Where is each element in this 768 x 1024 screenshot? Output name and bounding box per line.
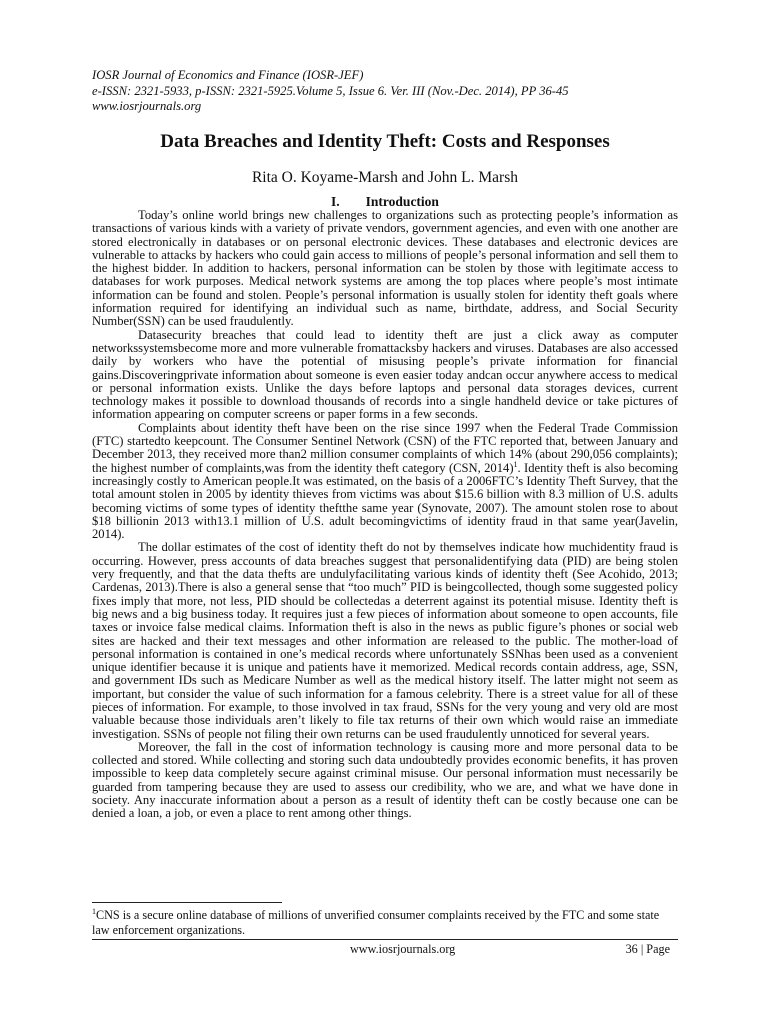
paragraph-3-text-b: . Identity theft is also becoming increasingly costly to American people.It was estimated, on the basis of a 2006FTC’s Identity Theft Survey, that the total amount stolen in 2005 by identity thieves from victims was about $15.6 billion with 8.3 million of U.S. adults becoming victims of some types of identity theftthe same year (Synovate, 2007). The amount stolen rose to about $18 billionin 2013 with13.1 million of U.S. adult becomingvictims of identity fraud in that same year(Javelin, 2014).	[92, 460, 678, 542]
journal-name: IOSR Journal of Economics and Finance (IOSR-JEF)	[92, 68, 364, 82]
paragraph-3	[92, 422, 678, 542]
paper-authors: Rita O. Koyame-Marsh and John L. Marsh	[251, 169, 519, 186]
footnote-marker: 1	[92, 906, 96, 916]
footnote-text: CNS is a secure online database of millions of unverified consumer complaints received by the FTC and some state law enforcement organizations.	[92, 908, 660, 937]
section-number: I.	[331, 194, 340, 209]
paragraph-2: Datasecurity breaches that could lead to identity theft are just a click away as computer networkssystemsbecome more and more vulnerable fromattacksby hackers and viruses. Databases are also accessed daily by workers who have the potential of misusing people’s private information for financial gains.Discoveringprivate information about someone is even easier today andcan occur anywhere access to medical or personal information exists. Unlike the days before laptops and personal data storages devices, current technology makes it possible to download thousands of records into a single handheld device or take pictures of information appearing on computer screens or paper forms in a few seconds.	[92, 327, 678, 422]
paper-body	[92, 209, 678, 821]
journal-header	[92, 68, 678, 115]
footnote	[92, 908, 678, 937]
footnote-divider	[92, 902, 282, 903]
paper-title: Data Breaches and Identity Theft: Costs and Responses	[160, 131, 610, 152]
paragraph-3-text-a: Complaints about identity theft have been on the rise since 1997 when the Federal Trade Commission (FTC) startedto keepcount. The Consumer Sentinel Network (CSN) of the FTC reported that, between January and December 2013, they received more than2 million consumer complaints of which 14% (about 290,056 complaints); the highest number of complaints,was from the identity theft category (CSN, 2014)	[92, 420, 678, 475]
paragraph-4: The dollar estimates of the cost of identity theft do not by themselves indicate how muchidentity fraud is occurring. However, press accounts of data breaches suggest that personalidentifying data (PID) are being stolen very frequently, and that the data thefts are undulyfacilitating various kinds of identity theft (See Acohido, 2013; Cardenas, 2013).There is also a general sense that “too much” PID is beingcollected, though some suggested policy fixes imply that more, not less, PID should be collectedas a deterrent against its potential misuse. Identity theft is big news and a big business today. It requires just a few pieces of information about someone to open accounts, file taxes or invoice false medical claims. Information theft is also in the news as public figure’s phones or social web sites are hacked and their text messages and other information are released to the public. The mother-load of personal information is contained in one’s medical records where unfortunately SSNhas been used as a convenient unique identifier because it is unique and patients have it memorized. Medical records contain address, age, SSN, and government IDs such as Medicare Number as well as the medical history itself. The latter might not seem as important, but consider the value of such information for a famous celebrity. There is a street value for all of these pieces of information. For example, to those involved in tax fraud, SSNs for the very young and very old are most valuable because those individuals aren’t likely to file tax returns of their own which would raise an immediate investigation. SSNs of people not filing their own returns can be used fraudulently unnoticed for several years.	[92, 540, 678, 741]
journal-issn-volume: e-ISSN: 2321-5933, p-ISSN: 2321-5925.Volume 5, Issue 6. Ver. III (Nov.-Dec. 2014), PP 36-45	[92, 83, 569, 98]
paragraph-5: Moreover, the fall in the cost of information technology is causing more and more personal data to be collected and stored. While collecting and storing such data undoubtedly provides economic benefits, it has proven impossible to keep data completely secure against criminal misuse. Our personal information must necessarily be guarded from tampering because they are used to assess our credibility, who we are, and what we have done in society. Any inaccurate information about a person as a result of identity theft can be costly because one can be denied a loan, a job, or even a place to rent among other things.	[92, 739, 678, 821]
paragraph-1: Today’s online world brings new challenges to organizations such as protecting people’s information as transactions of various kinds with a variety of private vendors, government agencies, and even with one another are stored electronically in databases or on personal electronic devices. These databases and electronic devices are vulnerable to attacks by hackers who could gain access to millions of people’s personal information and sell them to the highest bidder. In addition to hackers, personal information can be stolen by those with legitimate access to databases for work purposes. Medical network systems are among the top places where people’s most intimate information can be found and stolen. People’s personal information is usually stolen for identity theft goals where information required for identifying an individual such as name, birthdate, address, and Social Security Number(SSN) can be used fraudulently.	[92, 208, 678, 329]
footnote-reference: 1	[513, 459, 518, 469]
journal-website: www.iosrjournals.org	[92, 99, 202, 113]
footer-page-number: 36 | Page	[625, 942, 670, 956]
section-title: Introduction	[365, 194, 439, 209]
footer-divider	[92, 939, 678, 940]
paper-page	[92, 0, 678, 1024]
footer-website: www.iosrjournals.org	[350, 942, 456, 956]
